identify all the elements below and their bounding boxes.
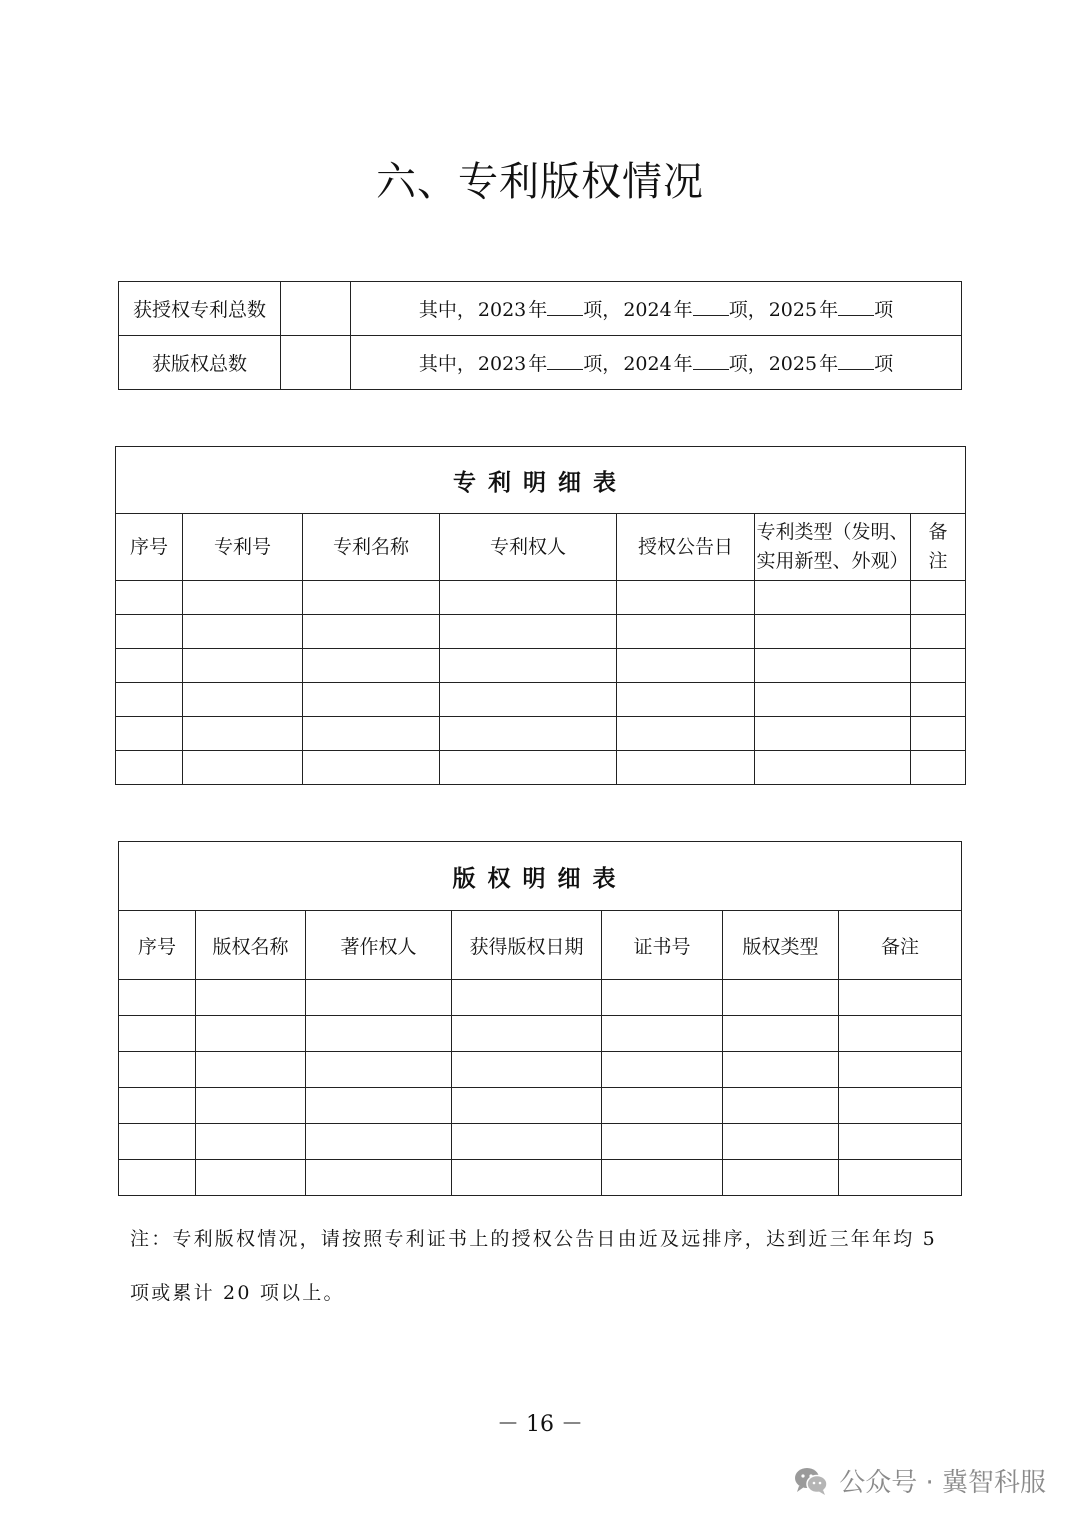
fill-blank <box>838 351 874 370</box>
column-header: 专利名称 <box>303 514 440 581</box>
summary-row-patents <box>119 282 962 336</box>
table-row <box>116 615 966 649</box>
watermark-text: 公众号 · 冀智科服 <box>839 1468 1046 1498</box>
fill-blank <box>838 297 874 316</box>
copyright-header-row <box>119 911 962 980</box>
table-row <box>119 1124 962 1160</box>
column-header-patent-type: 专利类型（发明、 实用新型、外观） <box>755 514 911 581</box>
column-header: 备注 <box>839 911 962 980</box>
summary-table <box>118 281 962 390</box>
fill-blank <box>693 351 729 370</box>
column-header: 证书号 <box>602 911 723 980</box>
copyright-detail-table <box>118 841 962 1196</box>
table-row <box>119 1088 962 1124</box>
patent-header-row <box>116 514 966 581</box>
column-header: 专利号 <box>183 514 303 581</box>
table-row <box>119 980 962 1016</box>
summary-count-cell <box>281 282 351 336</box>
table-row <box>116 683 966 717</box>
table-row <box>119 1052 962 1088</box>
fill-blank <box>693 297 729 316</box>
column-header: 专利权人 <box>440 514 617 581</box>
copyright-table-caption: 版权明细表 <box>119 842 962 911</box>
summary-label: 获授权专利总数 <box>119 282 281 336</box>
table-row <box>116 751 966 785</box>
fill-blank <box>547 351 583 370</box>
footnote-line: 项或累计 20 项以上。 <box>130 1282 345 1304</box>
watermark <box>793 1462 1046 1499</box>
page-number: － 16 － <box>497 1412 583 1437</box>
footnote-line: 注：专利版权情况，请按照专利证书上的授权公告日由近及远排序，达到近三年年均 5 <box>130 1228 937 1250</box>
table-row <box>116 581 966 615</box>
summary-breakdown: 其中， 2023 年 项， 2024 年 项， 2025 年 项 <box>351 336 962 390</box>
column-header: 版权名称 <box>196 911 306 980</box>
summary-label: 获版权总数 <box>119 336 281 390</box>
column-header-notes: 备 注 <box>911 514 966 581</box>
table-row <box>119 1016 962 1052</box>
summary-count-cell <box>281 336 351 390</box>
page-title: 六、专利版权情况 <box>376 159 704 205</box>
fill-blank <box>547 297 583 316</box>
column-header: 序号 <box>119 911 196 980</box>
column-header: 序号 <box>116 514 183 581</box>
summary-breakdown: 其中， 2023 年 项， 2024 年 项， 2025 年 项 <box>351 282 962 336</box>
wechat-icon <box>793 1466 829 1496</box>
column-header: 授权公告日 <box>617 514 755 581</box>
patent-table-caption: 专利明细表 <box>116 447 966 514</box>
table-row <box>119 1160 962 1196</box>
table-row <box>116 717 966 751</box>
footnote <box>130 1212 960 1320</box>
summary-row-copyrights <box>119 336 962 390</box>
column-header: 版权类型 <box>723 911 839 980</box>
patent-detail-table <box>115 446 966 785</box>
column-header: 著作权人 <box>306 911 452 980</box>
table-row <box>116 649 966 683</box>
column-header: 获得版权日期 <box>452 911 602 980</box>
